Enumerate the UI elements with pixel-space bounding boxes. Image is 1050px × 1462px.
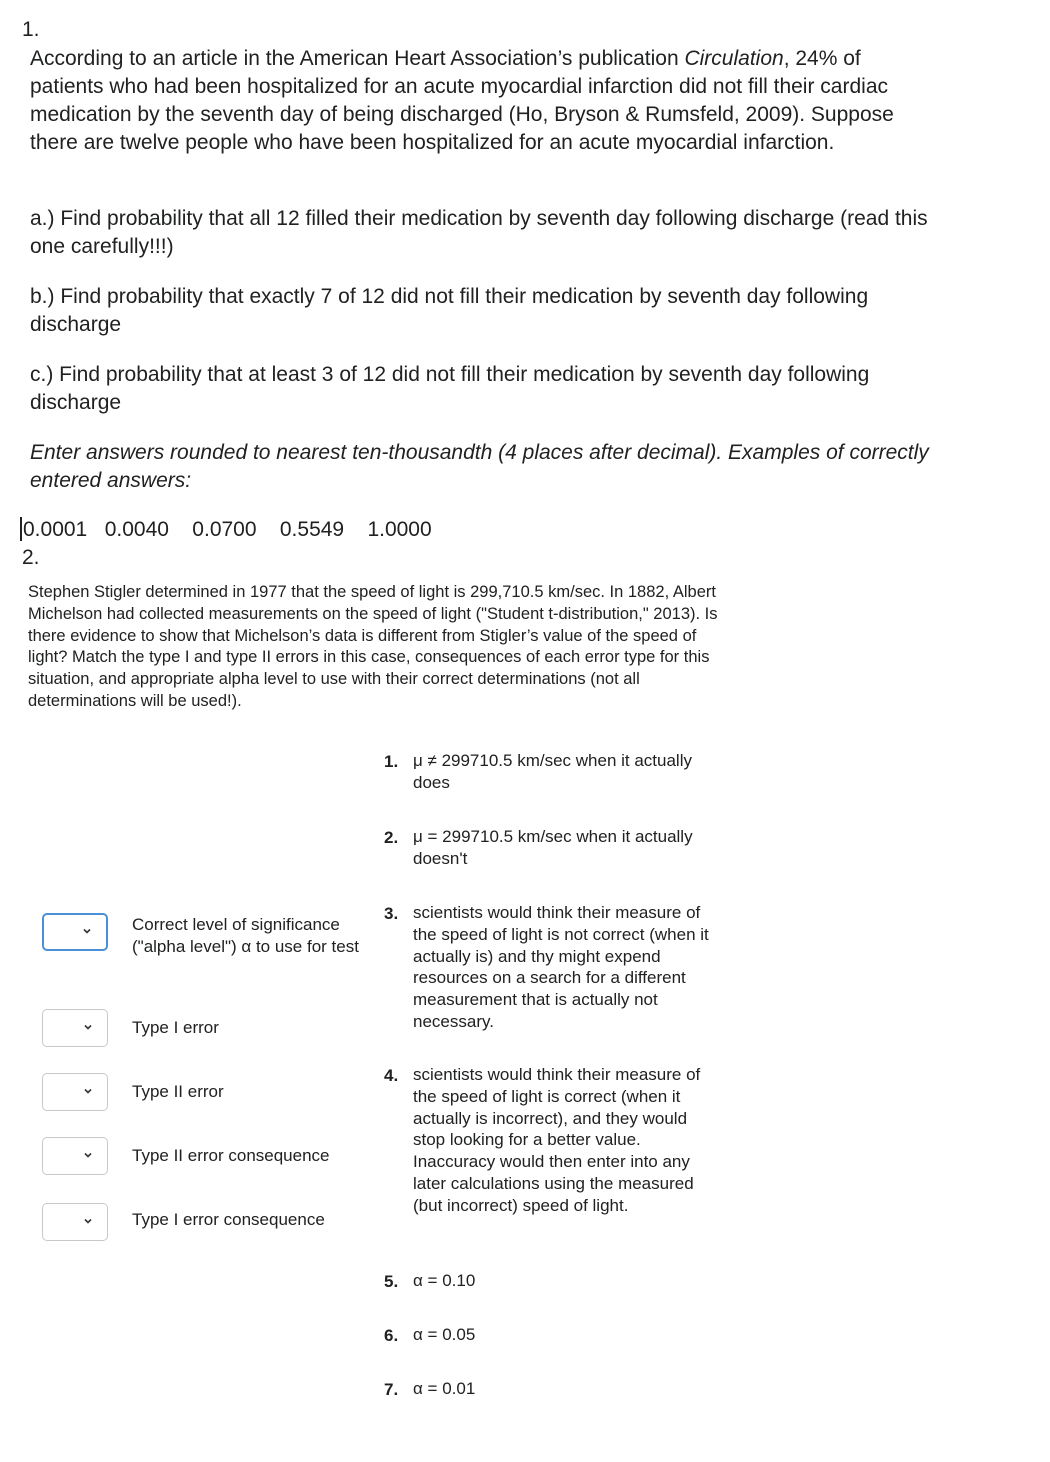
option-text: μ = 299710.5 km/sec when it actually doesn't <box>413 827 693 868</box>
prompt-alpha-level: Correct level of significance ("alpha level") α to use for test <box>132 915 359 956</box>
answer-examples-row[interactable] <box>20 516 432 544</box>
question-2-number: 2. <box>22 546 40 569</box>
part-c-text: c.) Find probability that at least 3 of 12 did not fill their medication by seventh day following discharge <box>30 363 870 414</box>
text-cursor <box>20 517 22 541</box>
chevron-down-icon <box>83 1022 93 1032</box>
question-1-text <box>30 45 930 157</box>
chevron-down-icon <box>82 926 92 936</box>
option-number: 3. <box>384 904 399 923</box>
alpha-level-select[interactable] <box>42 913 108 951</box>
option-text: μ ≠ 299710.5 km/sec when it actually does <box>413 751 692 792</box>
question-1-number: 1. <box>22 18 40 41</box>
chevron-down-icon <box>83 1216 93 1226</box>
part-a-text: a.) Find probability that all 12 filled their medication by seventh day following discharge (read this one carefully!!!) <box>30 207 928 258</box>
question-1-text-part: , 24% of patients who had been hospitalized for an acute myocardial infarction did not fill their cardiac medication by the seventh day of being discharged (Ho, Bryson & Rumsfeld, 2009). Suppose there are twelve people who have been hospitalized for an acute myocardial infarction. <box>30 47 894 154</box>
option-number: 7. <box>384 1380 399 1399</box>
option-number: 2. <box>384 828 399 847</box>
question-2-text: Stephen Stigler determined in 1977 that the speed of light is 299,710.5 km/sec. In 1882, Albert Michelson had collected measurements on the speed of light ("Student t-distribution," 2013). Is there evidence to show that Michelson’s data is different from Stigler’s value of the speed of light? Match the type I and type II errors in this case, consequences of each error type for this situation, and appropriate alpha level to use with their correct determinations (not all determinations will be used!). <box>28 583 718 710</box>
option-text: α = 0.01 <box>413 1379 476 1398</box>
answer-instructions: Enter answers rounded to nearest ten-thousandth (4 places after decimal). Examples of correctly entered answers: <box>30 441 929 492</box>
answer-examples: 0.0001 0.0040 0.0700 0.5549 1.0000 <box>23 518 432 541</box>
prompt-type-1-consequence: Type I error consequence <box>132 1210 325 1229</box>
option-number: 4. <box>384 1066 399 1085</box>
option-text: scientists would think their measure of the speed of light is correct (when it actually is incorrect), and they would stop looking for a better value. Inaccuracy would then enter into any later calculations using the measured (but incorrect) speed of light. <box>413 1065 701 1215</box>
option-number: 6. <box>384 1326 399 1345</box>
type-1-error-select[interactable] <box>42 1009 108 1047</box>
part-b-text: b.) Find probability that exactly 7 of 12 did not fill their medication by seventh day following discharge <box>30 285 869 336</box>
question-1-text-part: According to an article in the American Heart Association’s publication <box>30 47 685 70</box>
option-text: scientists would think their measure of the speed of light is not correct (when it actually is) and thy might expend resources on a search for a different measurement that is actually not necessary. <box>413 903 709 1031</box>
option-number: 5. <box>384 1272 399 1291</box>
journal-title: Circulation <box>684 47 784 70</box>
type-2-error-select[interactable] <box>42 1073 108 1111</box>
type-1-consequence-select[interactable] <box>42 1203 108 1241</box>
prompt-type-2-consequence: Type II error consequence <box>132 1146 330 1165</box>
prompt-type-1-error: Type I error <box>132 1018 219 1037</box>
option-number: 1. <box>384 752 399 771</box>
chevron-down-icon <box>83 1150 93 1160</box>
option-text: α = 0.05 <box>413 1325 476 1344</box>
type-2-consequence-select[interactable] <box>42 1137 108 1175</box>
prompt-type-2-error: Type II error <box>132 1082 224 1101</box>
option-text: α = 0.10 <box>413 1271 476 1290</box>
chevron-down-icon <box>83 1086 93 1096</box>
